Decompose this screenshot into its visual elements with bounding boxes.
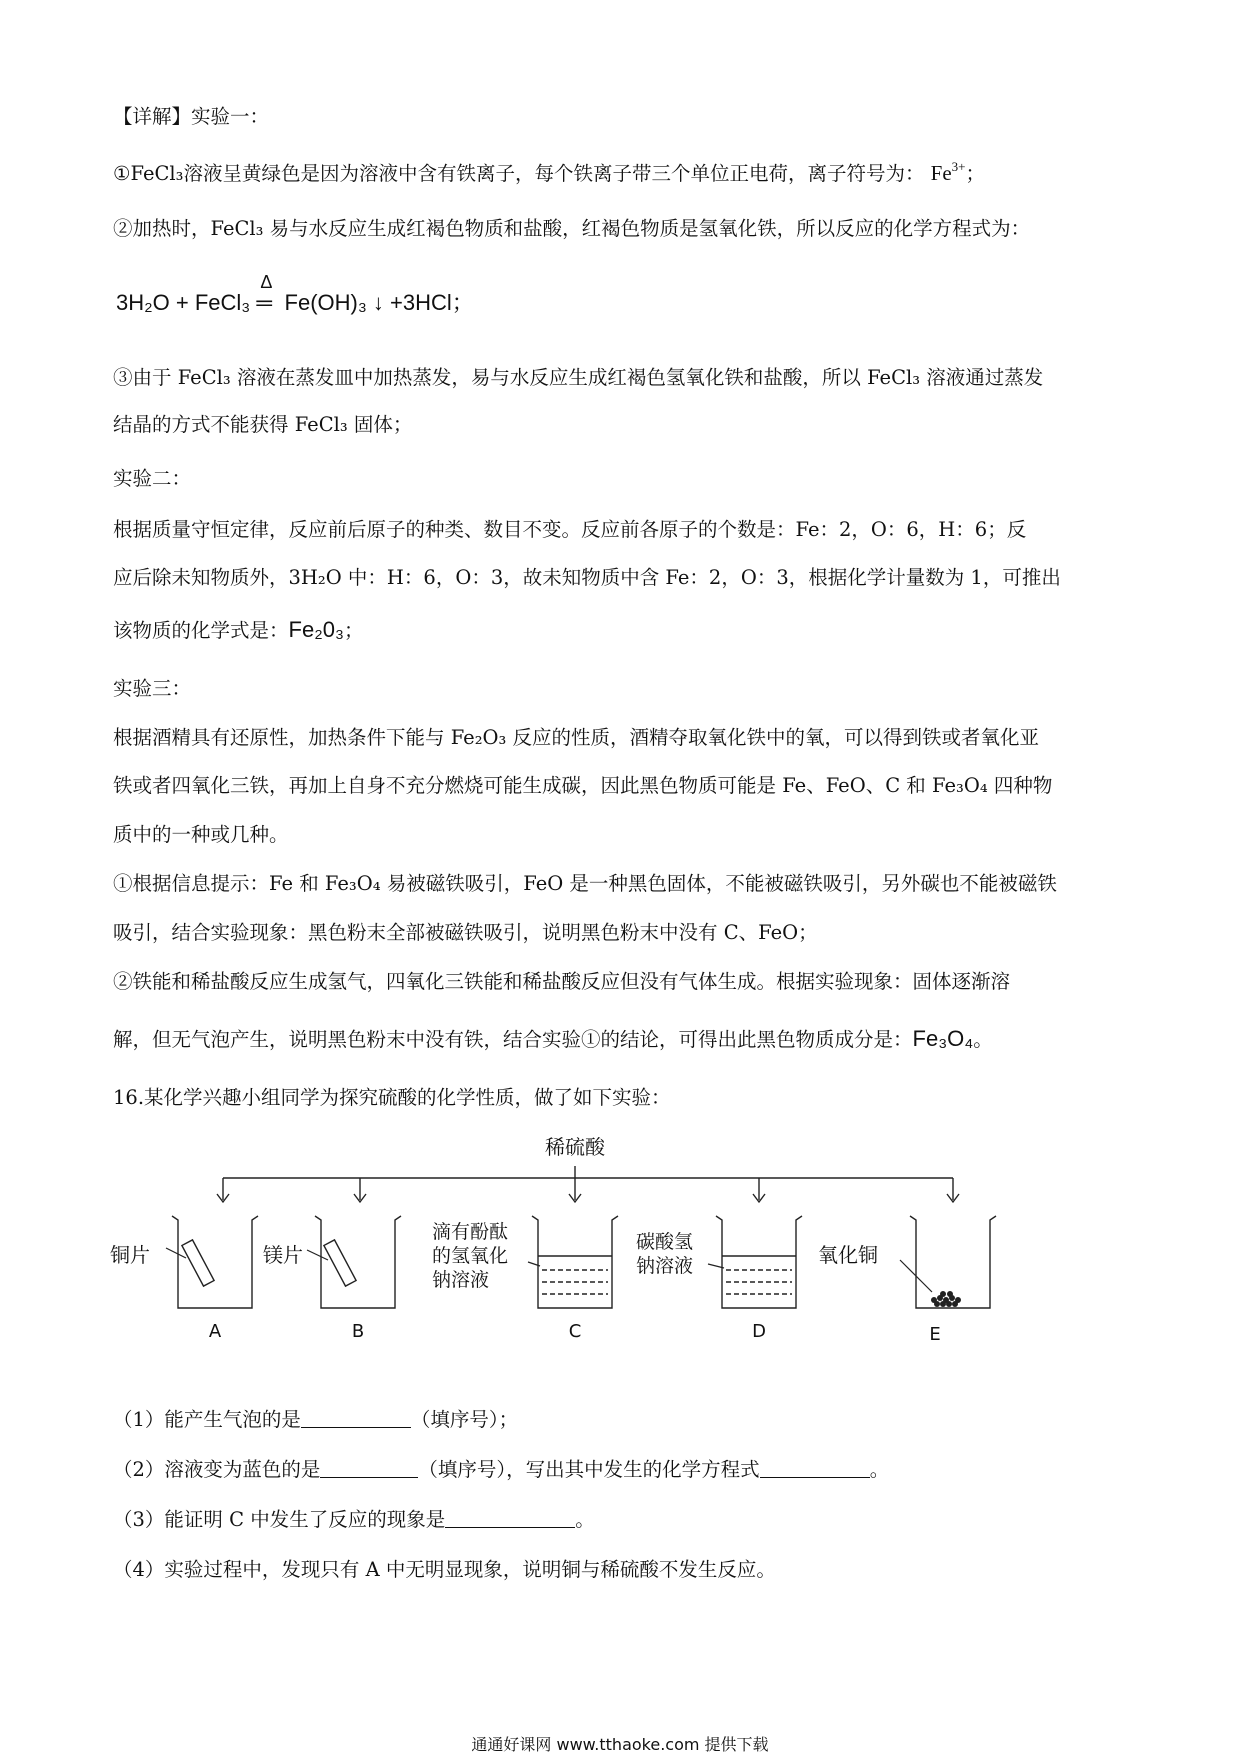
chemical-equation bbox=[116, 272, 1136, 316]
beaker-c-label-line3: 钠溶液 bbox=[432, 1269, 490, 1291]
question-16-intro: 16.某化学兴趣小组同学为探究硫酸的化学性质，做了如下实验： bbox=[113, 1086, 671, 1109]
exp3-p2-line2-text: 解，但无气泡产生，说明黑色粉末中没有铁，结合实验①的结论，可得出此黑色物质成分是： bbox=[113, 1028, 913, 1051]
exp1-p1-text: ①FeCl₃溶液呈黄绿色是因为溶液中含有铁离子，每个铁离子带三个单位正电荷，离子符号为： bbox=[113, 162, 925, 185]
exp1-paragraph-1 bbox=[113, 160, 1133, 187]
beaker-a-label: 铜片 bbox=[110, 1243, 150, 1267]
answer-blank-2b[interactable] bbox=[760, 1459, 870, 1478]
q2-text: （2）溶液变为蓝色的是 bbox=[113, 1458, 321, 1481]
fe3-ion-symbol: $Fe^{3+}$ bbox=[930, 158, 966, 185]
q2-text-mid: （填序号），写出其中发生的化学方程式 bbox=[418, 1458, 760, 1481]
question-16-3 bbox=[113, 1507, 1133, 1533]
exp1-paragraph-2: ②加热时，FeCl₃ 易与水反应生成红褐色物质和盐酸，红褐色物质是氢氧化铁，所以反应的化学方程式为： bbox=[113, 217, 1031, 240]
fe3o4-formula: Fe₃O₄ bbox=[912, 1026, 974, 1051]
beaker-c-label-line1: 滴有酚酞 bbox=[432, 1221, 509, 1243]
exp3-line2: 铁或者四氧化三铁，再加上自身不充分燃烧可能生成碳，因此黑色物质可能是 Fe、FeO、C 和 Fe₃O₄ 四种物 bbox=[113, 774, 1053, 797]
exp3-p2-line2 bbox=[113, 1026, 1133, 1053]
exp3-heading: 实验三： bbox=[113, 677, 192, 700]
detail-heading: 【详解】实验一： bbox=[113, 105, 270, 128]
exp3-line3: 质中的一种或几种。 bbox=[113, 823, 289, 846]
footer-watermark: 通通好课网 www.tthaoke.com 提供下载 bbox=[471, 1735, 769, 1754]
answer-blank-2a[interactable] bbox=[320, 1459, 418, 1478]
answer-blank-3[interactable] bbox=[445, 1509, 575, 1528]
equation-right: Fe(OH)₃ ↓ +3HCl bbox=[284, 290, 452, 315]
equation-left: 3H₂O + FeCl₃ bbox=[116, 290, 251, 315]
beaker-c-letter: C bbox=[568, 1321, 582, 1342]
beaker-e-letter: E bbox=[929, 1324, 941, 1345]
punct: 。 bbox=[973, 1028, 993, 1051]
exp2-line2: 应后除未知物质外，3H₂O 中：H：6，O：3，故未知物质中含 Fe：2，O：3，根据化学计量数为 1，可推出 bbox=[113, 566, 1061, 589]
answer-blank-1[interactable] bbox=[301, 1409, 411, 1428]
punct: ； bbox=[343, 619, 364, 642]
exp3-p1-line1: ①根据信息提示：Fe 和 Fe₃O₄ 易被磁铁吸引，FeO 是一种黑色固体，不能被磁铁吸引，另外碳也不能被磁铁 bbox=[113, 872, 1057, 895]
question-16-1 bbox=[113, 1407, 1133, 1433]
q3-text-end: 。 bbox=[575, 1508, 595, 1531]
fe2o3-formula: Fe₂0₃ bbox=[288, 617, 344, 642]
exp2-line3-text: 该物质的化学式是： bbox=[113, 619, 289, 642]
exp1-paragraph-3-line2: 结晶的方式不能获得 FeCl₃ 固体； bbox=[113, 413, 413, 436]
beaker-d-label-line2: 钠溶液 bbox=[636, 1255, 694, 1277]
exp2-line1: 根据质量守恒定律，反应前后原子的种类、数目不变。反应前各原子的个数是：Fe：2，O：6，H：6；反 bbox=[113, 518, 1027, 541]
exp2-heading: 实验二： bbox=[113, 467, 192, 490]
equation-condition: Δ ═ bbox=[256, 272, 273, 315]
punct: ； bbox=[451, 290, 474, 315]
beaker-e-label: 氧化铜 bbox=[818, 1243, 878, 1267]
punct: ； bbox=[965, 162, 986, 185]
beaker-b-label: 镁片 bbox=[263, 1243, 303, 1267]
beaker-d-label-line1: 碳酸氢 bbox=[636, 1231, 694, 1253]
q1-text-end: （填序号）； bbox=[410, 1408, 519, 1431]
beaker-b-letter: B bbox=[351, 1321, 365, 1342]
copper-oxide-powder bbox=[931, 1291, 961, 1307]
exp2-line3 bbox=[113, 617, 1133, 644]
experiment-diagram bbox=[110, 1120, 1010, 1350]
exp1-paragraph-3-line1: ③由于 FeCl₃ 溶液在蒸发皿中加热蒸发，易与水反应生成红褐色氢氧化铁和盐酸，所以 FeCl₃ 溶液通过蒸发 bbox=[113, 366, 1044, 389]
exp3-p2-line1: ②铁能和稀盐酸反应生成氢气，四氧化三铁能和稀盐酸反应但没有气体生成。根据实验现象：固体逐渐溶 bbox=[113, 970, 1011, 993]
beaker-c-label-line2: 的氢氧化 bbox=[432, 1245, 509, 1267]
exp3-p1-line2: 吸引，结合实验现象：黑色粉末全部被磁铁吸引，说明黑色粉末中没有 C、FeO； bbox=[113, 921, 818, 944]
beaker-d-letter: D bbox=[752, 1321, 766, 1342]
exp3-line1: 根据酒精具有还原性，加热条件下能与 Fe₂O₃ 反应的性质，酒精夺取氧化铁中的氧，可以得到铁或者氧化亚 bbox=[113, 726, 1040, 749]
q2-text-end: 。 bbox=[869, 1458, 890, 1481]
question-16-2 bbox=[113, 1457, 1133, 1483]
beaker-a-letter: A bbox=[208, 1321, 222, 1342]
dilute-sulfuric-acid-label: 稀硫酸 bbox=[545, 1135, 605, 1159]
q3-text: （3）能证明 C 中发生了反应的现象是 bbox=[113, 1508, 446, 1531]
q1-text: （1）能产生气泡的是 bbox=[113, 1408, 301, 1431]
question-16-4: （4）实验过程中，发现只有 A 中无明显现象，说明铜与稀硫酸不发生反应。 bbox=[113, 1558, 776, 1581]
